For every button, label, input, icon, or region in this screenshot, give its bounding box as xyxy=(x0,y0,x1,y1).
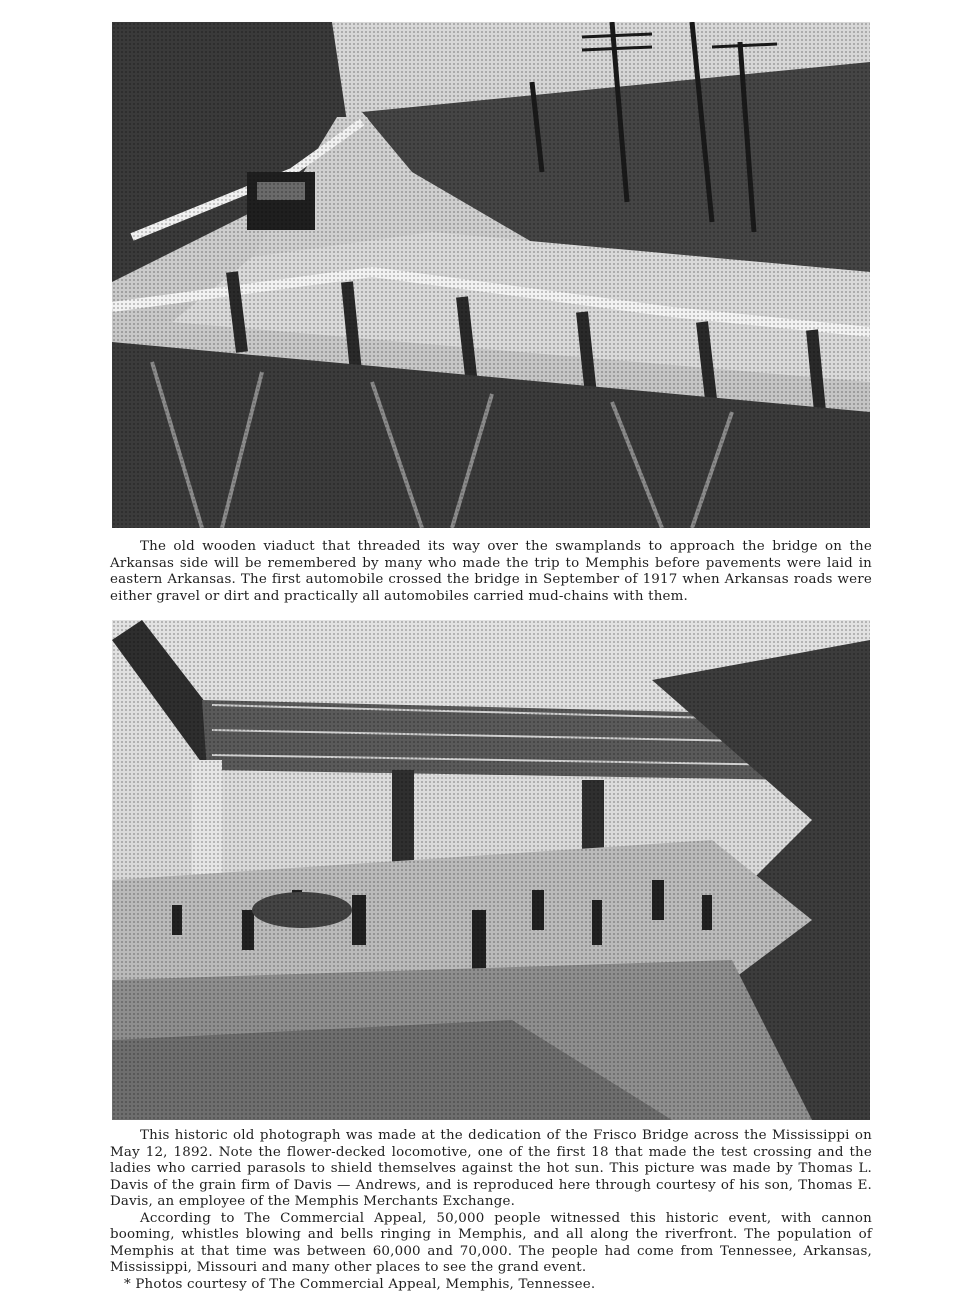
dedication-caption-paragraph-1: This historic old photograph was made at the dedication of the Frisco Bridge across the Mississippi on May 12, 1892. Note the flower-decked locomotive, one of the first 18 that made the test crossing and the ladies who carried parasols to shield themselves against the hot sun. This picture was made by Thomas L. Davis of the grain firm of Davis — Andrews, and is reproduced here through courtesy of his son, Thomas E. Davis, an employee of the Memphis Merchants Exchange. xyxy=(110,1128,872,1209)
dedication-caption-paragraph-2: According to The Commercial Appeal, 50,000 people witnessed this historic event, with cannon booming, whistles blowing and bells ringing in Memphis, and all along the riverfront. The population of Memphis at that time was between 60,000 and 70,000. The people had come from Tennessee, Arkansas, Mississippi, Missouri and many other places to see the grand event. xyxy=(110,1210,872,1275)
dedication-photo-image xyxy=(112,620,870,1120)
dedication-photo xyxy=(112,620,870,1120)
viaduct-photo xyxy=(112,22,870,528)
viaduct-caption xyxy=(110,539,872,605)
photo-credit: * Photos courtesy of The Commercial Appeal, Memphis, Tennessee. xyxy=(124,1276,596,1292)
viaduct-caption-text: The old wooden viaduct that threaded its way over the swamplands to approach the bridge on the Arkansas side will be remembered by many who made the trip to Memphis before pavements were laid in eastern Arkansas. The first automobile crossed the bridge in September of 1917 when Arkansas roads were either gravel or dirt and practically all automobiles carried mud-chains with them. xyxy=(110,539,872,604)
dedication-caption xyxy=(110,1128,872,1293)
viaduct-photo-image xyxy=(112,22,870,528)
